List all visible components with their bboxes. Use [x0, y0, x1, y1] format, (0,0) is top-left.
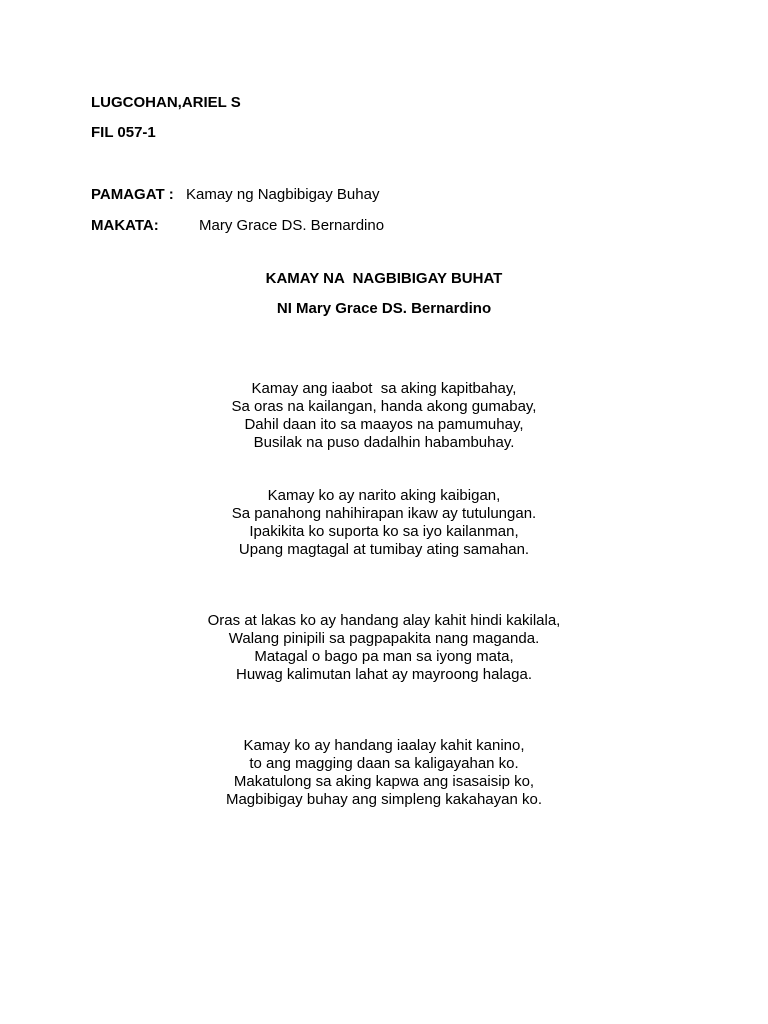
stanza-line: Makatulong sa aking kapwa ang isasaisip ko, [233, 772, 535, 790]
pamagat-label: PAMAGAT : [91, 186, 174, 203]
course-code: FIL 057-1 [91, 124, 156, 141]
stanza-line: to ang magging daan sa kaligayahan ko. [249, 754, 519, 772]
poem-title: KAMAY NA NAGBIBIGAY BUHAT [265, 270, 503, 287]
stanza-line: Kamay ko ay narito aking kaibigan, [267, 487, 501, 504]
stanza-line: Dahil daan ito sa maayos na pamumuhay, [244, 415, 524, 433]
stanza-line: Sa panahong nahihirapan ikaw ay tutulungan. [231, 504, 537, 522]
stanza-line: Ipakikita ko suporta ko sa iyo kailanman, [249, 522, 519, 540]
stanza-line: Matagal o bago pa man sa iyong mata, [254, 647, 514, 665]
stanza-line: Busilak na puso dadalhin habambuhay. [253, 433, 515, 451]
stanza-line: Kamay ang iaabot sa aking kapitbahay, [251, 380, 517, 397]
stanza-line: Magbibigay buhay ang simpleng kakahayan ko. [225, 790, 543, 808]
makata-value: Mary Grace DS. Bernardino [199, 217, 385, 234]
stanza-4 [0, 737, 768, 809]
stanza-line: Kamay ko ay handang iaalay kahit kanino, [243, 737, 525, 754]
stanza-2 [0, 487, 768, 559]
poem-byline: NI Mary Grace DS. Bernardino [276, 300, 492, 317]
pamagat-value: Kamay ng Nagbibigay Buhay [186, 186, 380, 203]
stanza-3 [0, 612, 768, 684]
stanza-line: Oras at lakas ko ay handang alay kahit hindi kakilala, [207, 612, 561, 629]
stanza-line: Walang pinipili sa pagpapakita nang maganda. [228, 629, 540, 647]
stanza-line: Sa oras na kailangan, handa akong gumabay, [231, 397, 537, 415]
stanza-line: Huwag kalimutan lahat ay mayroong halaga. [235, 665, 532, 683]
author-name: LUGCOHAN,ARIEL S [91, 94, 241, 111]
makata-label: MAKATA: [91, 217, 159, 234]
stanza-line: Upang magtagal at tumibay ating samahan. [238, 540, 530, 558]
stanza-1 [0, 380, 768, 452]
